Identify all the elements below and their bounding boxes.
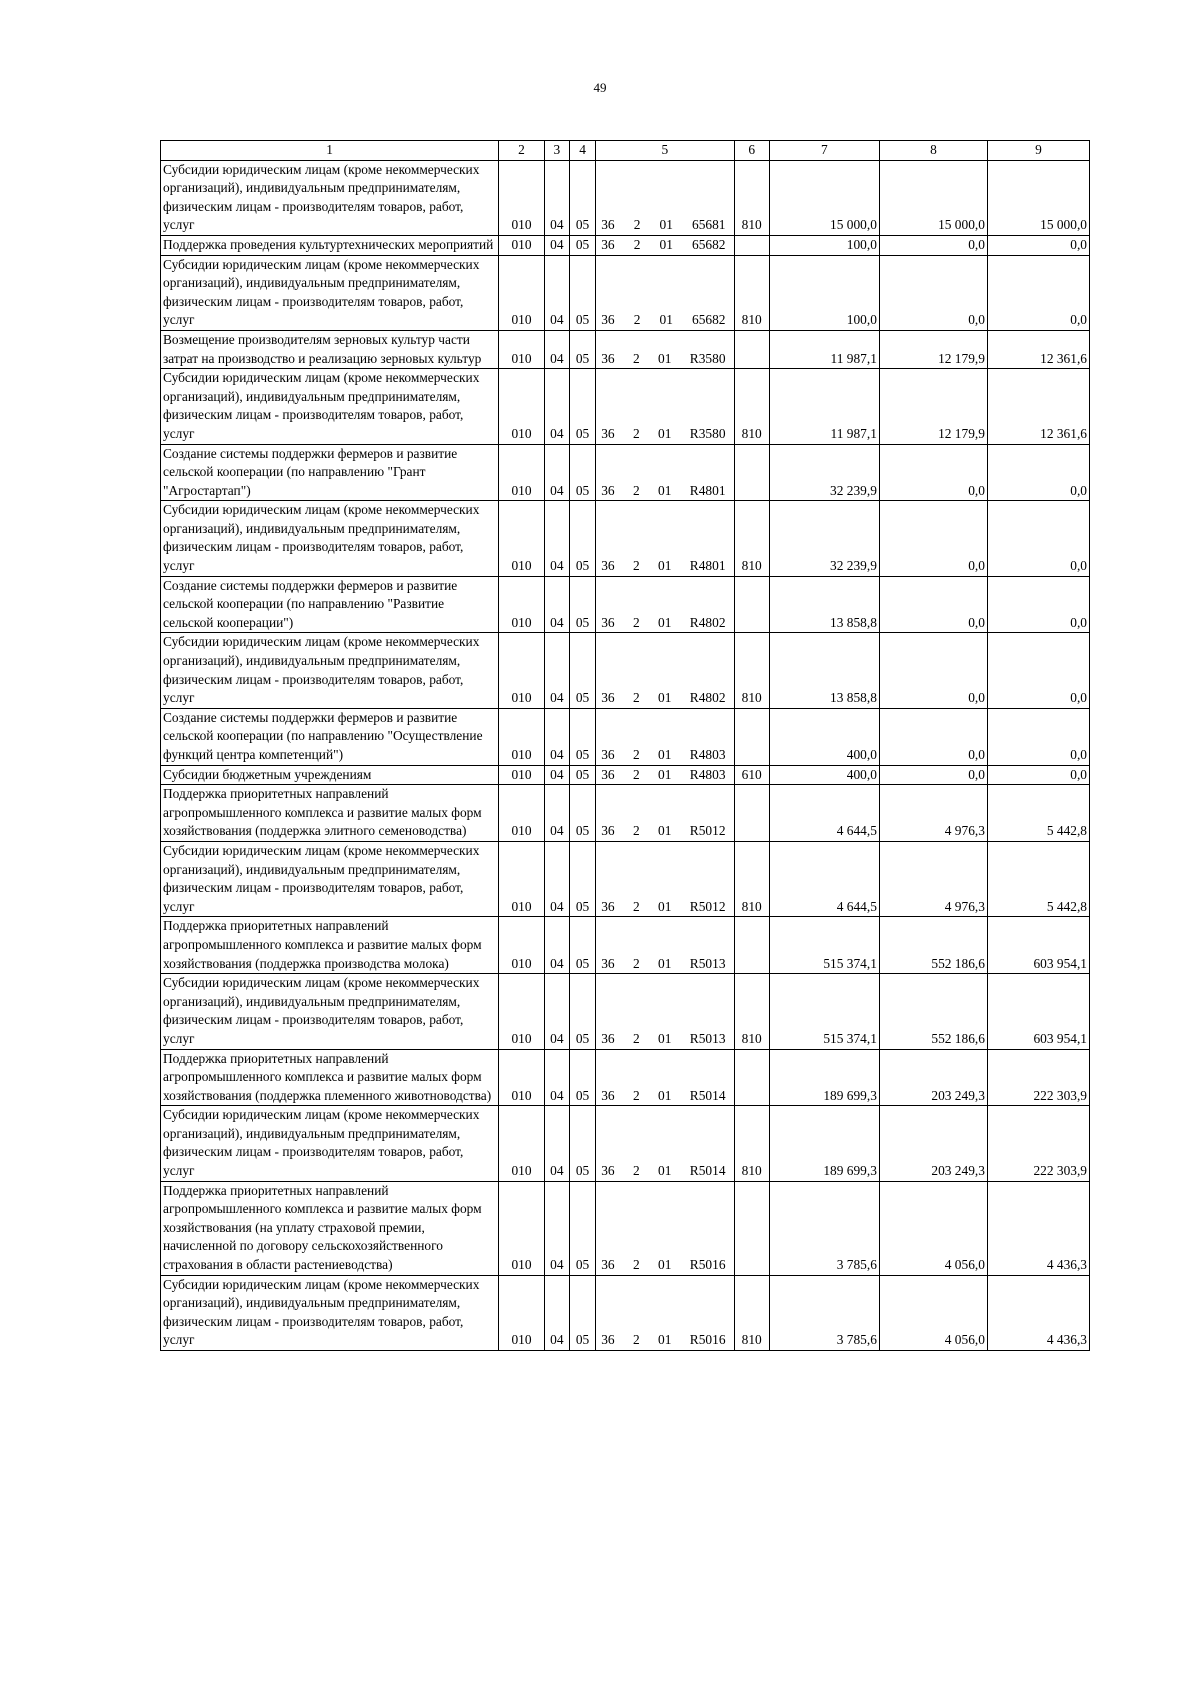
amount-col-9: 5 442,8 [987, 785, 1089, 842]
target-article-code [596, 974, 734, 1049]
subsection-code: 05 [569, 235, 595, 255]
amount-col-8: 12 179,9 [879, 330, 987, 368]
amount-col-7: 189 699,3 [769, 1106, 879, 1181]
subsection-code: 05 [569, 1181, 595, 1275]
amount-col-9: 603 954,1 [987, 917, 1089, 974]
table-row [161, 917, 1090, 974]
table-row [161, 255, 1090, 330]
row-name: Поддержка проведения культуртехнических мероприятий [161, 235, 499, 255]
section-code: 010 [499, 160, 544, 235]
row-name: Создание системы поддержки фермеров и развитие сельской кооперации (по направлению "Грант "Агростартап") [161, 444, 499, 501]
csr-part: R5013 [689, 955, 726, 971]
table-row [161, 330, 1090, 368]
row-name: Субсидии юридическим лицам (кроме некоммерческих организаций), индивидуальным предпринимателям, физическим лицам - производителям товаров, работ, услуг [161, 501, 499, 576]
subsection-code: 04 [544, 917, 569, 974]
header-cell: 3 [544, 141, 569, 161]
target-article-code [596, 765, 734, 785]
amount-col-9: 0,0 [987, 501, 1089, 576]
amount-col-8: 552 186,6 [879, 974, 987, 1049]
row-name: Поддержка приоритетных направлений агропромышленного комплекса и развитие малых форм хозяйствования (поддержка племенного животноводства) [161, 1049, 499, 1106]
row-name: Субсидии юридическим лицам (кроме некоммерческих организаций), индивидуальным предпринимателям, физическим лицам - производителям товаров, работ, услуг [161, 255, 499, 330]
expense-type-code [734, 576, 769, 633]
target-article-code [596, 501, 734, 576]
page-number: 49 [593, 80, 607, 95]
section-code: 010 [499, 785, 544, 842]
subsection-code: 05 [569, 633, 595, 708]
amount-col-8: 12 179,9 [879, 369, 987, 444]
expense-type-code [734, 708, 769, 765]
csr-part: 2 [632, 1332, 640, 1348]
csr-part: 2 [633, 236, 641, 252]
row-name: Субсидии юридическим лицам (кроме некоммерческих организаций), индивидуальным предпринимателям, физическим лицам - производителям товаров, работ, услуг [161, 160, 499, 235]
section-code: 010 [499, 369, 544, 444]
target-article-code [596, 1106, 734, 1181]
amount-col-7: 11 987,1 [769, 369, 879, 444]
csr-part: 2 [632, 766, 640, 782]
subsection-code: 04 [544, 708, 569, 765]
subsection-code: 05 [569, 974, 595, 1049]
csr-part: 01 [658, 1332, 672, 1348]
table-row [161, 501, 1090, 576]
subsection-code: 04 [544, 785, 569, 842]
csr-part: 36 [601, 898, 615, 914]
target-article-code [596, 785, 734, 842]
target-article-code [596, 708, 734, 765]
amount-col-9: 603 954,1 [987, 974, 1089, 1049]
csr-part: 2 [633, 312, 641, 328]
csr-part: R4802 [689, 614, 726, 630]
row-name: Создание системы поддержки фермеров и развитие сельской кооперации (по направлению "Осуществление функций центра компетенций") [161, 708, 499, 765]
subsection-code: 05 [569, 841, 595, 916]
subsection-code: 04 [544, 841, 569, 916]
csr-part: 01 [658, 1087, 672, 1103]
subsection-code: 05 [569, 1275, 595, 1350]
csr-part: R5012 [689, 898, 726, 914]
subsection-code: 05 [569, 255, 595, 330]
row-name: Создание системы поддержки фермеров и развитие сельской кооперации (по направлению "Развитие сельской кооперации") [161, 576, 499, 633]
csr-part: 01 [658, 955, 672, 971]
row-name: Субсидии юридическим лицам (кроме некоммерческих организаций), индивидуальным предпринимателям, физическим лицам - производителям товаров, работ, услуг [161, 633, 499, 708]
expense-type-code: 810 [734, 974, 769, 1049]
table-row [161, 974, 1090, 1049]
amount-col-9: 0,0 [987, 255, 1089, 330]
section-code: 010 [499, 576, 544, 633]
amount-col-8: 15 000,0 [879, 160, 987, 235]
amount-col-8: 4 976,3 [879, 785, 987, 842]
csr-part: 2 [632, 1087, 640, 1103]
amount-col-7: 32 239,9 [769, 444, 879, 501]
subsection-code: 05 [569, 765, 595, 785]
amount-col-7: 4 644,5 [769, 785, 879, 842]
csr-part: 36 [601, 747, 615, 762]
table-row [161, 633, 1090, 708]
amount-col-9: 15 000,0 [987, 160, 1089, 235]
expense-type-code: 810 [734, 633, 769, 708]
table-row [161, 160, 1090, 235]
csr-part: 2 [632, 482, 640, 498]
amount-col-9: 12 361,6 [987, 369, 1089, 444]
amount-col-9: 4 436,3 [987, 1275, 1089, 1350]
amount-col-7: 11 987,1 [769, 330, 879, 368]
csr-part: 01 [659, 236, 673, 252]
amount-col-9: 0,0 [987, 633, 1089, 708]
csr-part: 01 [658, 747, 672, 762]
amount-col-9: 222 303,9 [987, 1049, 1089, 1106]
target-article-code [596, 576, 734, 633]
csr-part: 01 [658, 614, 672, 630]
target-article-code [596, 369, 734, 444]
amount-col-9: 0,0 [987, 235, 1089, 255]
csr-part: 01 [658, 425, 672, 441]
section-code: 010 [499, 1275, 544, 1350]
amount-col-8: 0,0 [879, 255, 987, 330]
csr-part: 2 [632, 823, 640, 839]
header-cell: 9 [987, 141, 1089, 161]
expense-type-code: 610 [734, 765, 769, 785]
section-code: 010 [499, 1181, 544, 1275]
csr-part: 36 [601, 312, 615, 328]
subsection-code: 04 [544, 1275, 569, 1350]
csr-part: R5012 [689, 823, 726, 839]
subsection-code: 05 [569, 576, 595, 633]
target-article-code [596, 633, 734, 708]
csr-part: 36 [601, 766, 615, 782]
table-row [161, 785, 1090, 842]
row-name: Субсидии юридическим лицам (кроме некоммерческих организаций), индивидуальным предпринимателям, физическим лицам - производителям товаров, работ, услуг [161, 841, 499, 916]
table-row [161, 444, 1090, 501]
subsection-code: 05 [569, 444, 595, 501]
row-name: Возмещение производителям зерновых культур части затрат на производство и реализацию зерновых культур [161, 330, 499, 368]
amount-col-7: 100,0 [769, 235, 879, 255]
expense-type-code: 810 [734, 369, 769, 444]
csr-part: 36 [601, 614, 615, 630]
amount-col-8: 552 186,6 [879, 917, 987, 974]
target-article-code [596, 1049, 734, 1106]
row-name: Поддержка приоритетных направлений агропромышленного комплекса и развитие малых форм хозяйствования (поддержка элитного семеноводства) [161, 785, 499, 842]
csr-part: 36 [601, 350, 615, 366]
amount-col-8: 4 056,0 [879, 1181, 987, 1275]
target-article-code [596, 1275, 734, 1350]
csr-part: 36 [601, 482, 615, 498]
csr-part: 36 [601, 217, 615, 233]
expense-type-code [734, 917, 769, 974]
subsection-code: 04 [544, 369, 569, 444]
csr-part: 65681 [692, 217, 726, 233]
csr-part: 36 [601, 955, 615, 971]
amount-col-9: 0,0 [987, 576, 1089, 633]
table-row [161, 1106, 1090, 1181]
subsection-code: 04 [544, 1049, 569, 1106]
amount-col-8: 0,0 [879, 633, 987, 708]
section-code: 010 [499, 974, 544, 1049]
row-name: Субсидии юридическим лицам (кроме некоммерческих организаций), индивидуальным предпринимателям, физическим лицам - производителям товаров, работ, услуг [161, 974, 499, 1049]
table-row [161, 708, 1090, 765]
target-article-code [596, 235, 734, 255]
section-code: 010 [499, 633, 544, 708]
amount-col-7: 189 699,3 [769, 1049, 879, 1106]
amount-col-8: 0,0 [879, 765, 987, 785]
row-name: Субсидии юридическим лицам (кроме некоммерческих организаций), индивидуальным предпринимателям, физическим лицам - производителям товаров, работ, услуг [161, 369, 499, 444]
amount-col-7: 515 374,1 [769, 974, 879, 1049]
amount-col-8: 4 056,0 [879, 1275, 987, 1350]
csr-part: 2 [633, 217, 641, 233]
row-name: Поддержка приоритетных направлений агропромышленного комплекса и развитие малых форм хозяйствования (на уплату страховой премии, начисленной по договору сельскохозяйственного страхования в области растениеводства) [161, 1181, 499, 1275]
expense-type-code: 810 [734, 1275, 769, 1350]
header-cell: 6 [734, 141, 769, 161]
subsection-code: 05 [569, 330, 595, 368]
csr-part: 2 [632, 558, 640, 574]
target-article-code [596, 160, 734, 235]
amount-col-7: 13 858,8 [769, 633, 879, 708]
expense-type-code: 810 [734, 160, 769, 235]
csr-part: R5014 [689, 1087, 726, 1103]
amount-col-9: 0,0 [987, 708, 1089, 765]
header-cell: 4 [569, 141, 595, 161]
expense-type-code [734, 235, 769, 255]
amount-col-9: 0,0 [987, 765, 1089, 785]
budget-table [160, 140, 1090, 1351]
csr-part: 01 [658, 690, 672, 706]
csr-part: 2 [632, 350, 640, 366]
expense-type-code: 810 [734, 841, 769, 916]
csr-part: 36 [601, 1087, 615, 1103]
csr-part: R4801 [689, 558, 726, 574]
amount-col-7: 515 374,1 [769, 917, 879, 974]
subsection-code: 04 [544, 330, 569, 368]
row-name: Субсидии юридическим лицам (кроме некоммерческих организаций), индивидуальным предпринимателям, физическим лицам - производителям товаров, работ, услуг [161, 1106, 499, 1181]
target-article-code [596, 841, 734, 916]
subsection-code: 05 [569, 708, 595, 765]
subsection-code: 04 [544, 235, 569, 255]
csr-part: 2 [632, 1163, 640, 1179]
csr-part: R5016 [689, 1257, 726, 1273]
csr-part: 36 [601, 1332, 615, 1348]
amount-col-8: 203 249,3 [879, 1106, 987, 1181]
csr-part: 36 [601, 1257, 615, 1273]
row-name: Субсидии бюджетным учреждениям [161, 765, 499, 785]
header-row [161, 141, 1090, 161]
table-row [161, 235, 1090, 255]
section-code: 010 [499, 235, 544, 255]
csr-part: 36 [601, 823, 615, 839]
csr-part: 01 [658, 823, 672, 839]
subsection-code: 05 [569, 785, 595, 842]
amount-col-7: 400,0 [769, 708, 879, 765]
table-row [161, 576, 1090, 633]
row-name: Поддержка приоритетных направлений агропромышленного комплекса и развитие малых форм хозяйствования (поддержка производства молока) [161, 917, 499, 974]
amount-col-7: 15 000,0 [769, 160, 879, 235]
amount-col-8: 0,0 [879, 576, 987, 633]
csr-part: 01 [658, 898, 672, 914]
amount-col-8: 0,0 [879, 501, 987, 576]
csr-part: 01 [658, 558, 672, 574]
header-cell: 1 [161, 141, 499, 161]
subsection-code: 05 [569, 369, 595, 444]
csr-part: 01 [659, 312, 673, 328]
subsection-code: 04 [544, 255, 569, 330]
section-code: 010 [499, 444, 544, 501]
csr-part: R5016 [689, 1332, 726, 1348]
expense-type-code [734, 785, 769, 842]
amount-col-7: 100,0 [769, 255, 879, 330]
amount-col-9: 222 303,9 [987, 1106, 1089, 1181]
amount-col-7: 400,0 [769, 765, 879, 785]
subsection-code: 04 [544, 1106, 569, 1181]
header-cell: 7 [769, 141, 879, 161]
section-code: 010 [499, 1049, 544, 1106]
expense-type-code: 810 [734, 501, 769, 576]
subsection-code: 04 [544, 576, 569, 633]
subsection-code: 04 [544, 160, 569, 235]
csr-part: 36 [601, 558, 615, 574]
csr-part: 65682 [692, 312, 726, 328]
amount-col-9: 4 436,3 [987, 1181, 1089, 1275]
subsection-code: 04 [544, 501, 569, 576]
table-row [161, 765, 1090, 785]
header-cell: 2 [499, 141, 544, 161]
section-code: 010 [499, 708, 544, 765]
amount-col-7: 3 785,6 [769, 1275, 879, 1350]
subsection-code: 05 [569, 917, 595, 974]
amount-col-8: 0,0 [879, 444, 987, 501]
amount-col-9: 12 361,6 [987, 330, 1089, 368]
csr-part: 36 [601, 236, 615, 252]
section-code: 010 [499, 501, 544, 576]
csr-part: R4803 [689, 766, 726, 782]
amount-col-8: 0,0 [879, 235, 987, 255]
amount-col-9: 5 442,8 [987, 841, 1089, 916]
target-article-code [596, 330, 734, 368]
csr-part: 2 [632, 614, 640, 630]
csr-part: 36 [601, 1030, 615, 1046]
subsection-code: 04 [544, 444, 569, 501]
header-cell: 5 [596, 141, 734, 161]
expense-type-code [734, 1049, 769, 1106]
csr-part: R4802 [689, 690, 726, 706]
section-code: 010 [499, 330, 544, 368]
amount-col-8: 203 249,3 [879, 1049, 987, 1106]
csr-part: 65682 [692, 236, 726, 252]
csr-part: R4801 [689, 482, 726, 498]
csr-part: 36 [601, 690, 615, 706]
section-code: 010 [499, 1106, 544, 1181]
amount-col-7: 32 239,9 [769, 501, 879, 576]
expense-type-code: 810 [734, 1106, 769, 1181]
csr-part: 2 [632, 1030, 640, 1046]
csr-part: 01 [658, 482, 672, 498]
csr-part: R3580 [689, 350, 726, 366]
subsection-code: 05 [569, 160, 595, 235]
section-code: 010 [499, 841, 544, 916]
amount-col-7: 3 785,6 [769, 1181, 879, 1275]
amount-col-9: 0,0 [987, 444, 1089, 501]
target-article-code [596, 255, 734, 330]
csr-part: 36 [601, 1163, 615, 1179]
csr-part: 2 [632, 1257, 640, 1273]
csr-part: 01 [658, 1163, 672, 1179]
csr-part: 2 [632, 690, 640, 706]
subsection-code: 04 [544, 974, 569, 1049]
csr-part: 01 [658, 1030, 672, 1046]
row-name: Субсидии юридическим лицам (кроме некоммерческих организаций), индивидуальным предпринимателям, физическим лицам - производителям товаров, работ, услуг [161, 1275, 499, 1350]
csr-part: R3580 [689, 425, 726, 441]
expense-type-code [734, 330, 769, 368]
csr-part: 2 [632, 955, 640, 971]
subsection-code: 04 [544, 1181, 569, 1275]
csr-part: 01 [658, 766, 672, 782]
table-row [161, 841, 1090, 916]
csr-part: 36 [601, 425, 615, 441]
expense-type-code [734, 444, 769, 501]
csr-part: 2 [632, 425, 640, 441]
section-code: 010 [499, 765, 544, 785]
expense-type-code [734, 1181, 769, 1275]
subsection-code: 04 [544, 765, 569, 785]
header-cell: 8 [879, 141, 987, 161]
section-code: 010 [499, 917, 544, 974]
amount-col-7: 13 858,8 [769, 576, 879, 633]
amount-col-7: 4 644,5 [769, 841, 879, 916]
target-article-code [596, 444, 734, 501]
target-article-code [596, 917, 734, 974]
csr-part: R5014 [689, 1163, 726, 1179]
subsection-code: 04 [544, 633, 569, 708]
table-row [161, 1049, 1090, 1106]
amount-col-8: 0,0 [879, 708, 987, 765]
csr-part: 2 [632, 747, 640, 762]
csr-part: R5013 [689, 1030, 726, 1046]
table-row [161, 1275, 1090, 1350]
csr-part: R4803 [689, 747, 726, 762]
expense-type-code: 810 [734, 255, 769, 330]
csr-part: 01 [658, 350, 672, 366]
csr-part: 01 [659, 217, 673, 233]
section-code: 010 [499, 255, 544, 330]
target-article-code [596, 1181, 734, 1275]
amount-col-8: 4 976,3 [879, 841, 987, 916]
subsection-code: 05 [569, 1106, 595, 1181]
subsection-code: 05 [569, 1049, 595, 1106]
table-row [161, 369, 1090, 444]
csr-part: 2 [632, 898, 640, 914]
subsection-code: 05 [569, 501, 595, 576]
csr-part: 01 [658, 1257, 672, 1273]
table-row [161, 1181, 1090, 1275]
